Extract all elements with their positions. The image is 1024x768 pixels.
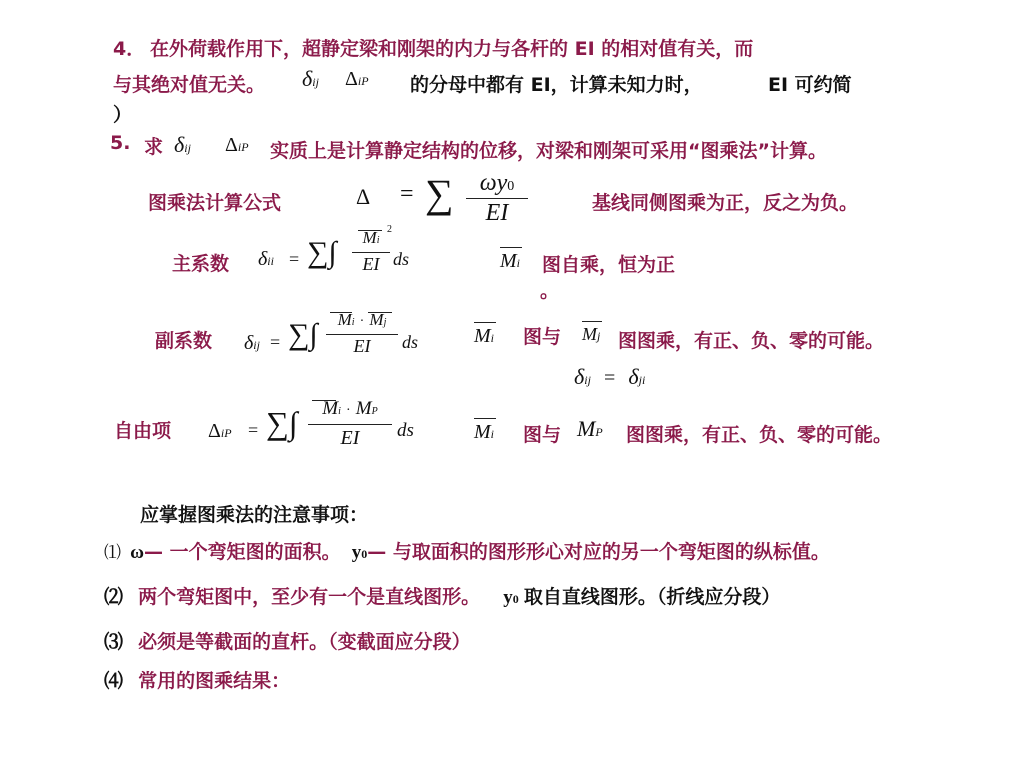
free-term-note-a: 图与 — [523, 424, 562, 446]
main-coef-Mi: Mi — [500, 250, 520, 273]
point4-Delta-iP: ΔiP — [345, 68, 369, 90]
sec-coef-eq: = — [270, 332, 281, 352]
formula-label: 图乘法计算公式 — [148, 192, 282, 214]
sec-coef-delta-ij: δij — [244, 332, 260, 354]
caution-item-2: ⑵ 两个弯矩图中，至少有一个是直线图形。 y0 取自直线图形。（折线应分段） — [104, 586, 781, 608]
formula-sum: ∑ — [425, 171, 454, 216]
free-term-Mi: Mi — [474, 421, 494, 444]
sec-coef-note-b: 图图乘，有正、负、零的可能。 — [618, 330, 885, 352]
caution-item-3: ⑶ 必须是等截面的直杆。（变截面应分段） — [104, 631, 471, 653]
sec-coef-label: 副系数 — [155, 330, 213, 352]
point4-line3: ） — [113, 104, 133, 126]
point4-delta-ij: δij — [302, 66, 319, 91]
free-term-MP: MP — [577, 416, 603, 441]
free-term-eq: = — [248, 420, 259, 440]
formula-Delta: Δ — [356, 184, 371, 209]
reciprocity-equation: δij = δji — [574, 364, 646, 389]
sec-coef-note-a: 图与 — [523, 326, 562, 348]
sec-coef-Mi: Mi — [474, 325, 494, 348]
main-coef-eq: = — [289, 249, 300, 269]
point5-Delta-iP: ΔiP — [225, 134, 249, 156]
sec-coef-ds: ds — [402, 332, 419, 352]
free-term-Delta-iP: ΔiP — [208, 420, 232, 442]
free-term-note-b: 图图乘，有正、负、零的可能。 — [626, 424, 893, 446]
main-coef-delta-ii: δii — [258, 248, 274, 270]
point4-number: 4． — [113, 38, 146, 60]
main-coef-ds: ds — [393, 249, 410, 269]
formula-note: 基线同侧图乘为正，反之为负。 — [592, 192, 859, 214]
free-term-fraction: Mi · MP EI — [308, 398, 392, 451]
point5-qiu: 求 — [144, 136, 164, 158]
point4-line2c: EI 可约简 — [768, 74, 852, 96]
main-coef-dot: 。 — [540, 280, 560, 302]
point5-text: 实质上是计算静定结构的位移，对梁和刚架可采用“图乘法”计算。 — [270, 140, 827, 162]
sec-coef-fraction: Mi · Mj EI — [326, 310, 398, 357]
point4-line2a: 与其绝对值无关。 — [113, 74, 266, 96]
free-term-ds: ds — [397, 420, 414, 441]
point5-number: 5. — [110, 132, 131, 154]
point4-line1: 在外荷载作用下，超静定梁和刚架的内力与各杆的 EI 的相对值有关，而 — [150, 38, 754, 60]
main-coef-label: 主系数 — [172, 253, 230, 275]
formula-eq: = — [400, 181, 414, 207]
formula-fraction: ωy0 EI — [466, 170, 528, 227]
point5-delta-ij: δij — [174, 132, 191, 157]
cautions-heading: 应掌握图乘法的注意事项： — [140, 504, 369, 526]
main-coef-sum-int: ∑∫ — [307, 236, 337, 269]
main-coef-fraction: Mi 2 EI — [352, 228, 390, 275]
free-term-label: 自由项 — [114, 420, 172, 442]
caution-item-4: ⑷ 常用的图乘结果： — [104, 670, 291, 692]
caution-item-1: ⑴ ω— 一个弯矩图的面积。 y0— 与取面积的图形形心对应的另一个弯矩图的纵标值。 — [104, 541, 830, 563]
main-coef-note: 图自乘，恒为正 — [542, 254, 676, 276]
sec-coef-Mj: Mj — [582, 324, 600, 345]
point4-line2b: 的分母中都有 EI，计算未知力时， — [410, 74, 703, 96]
sec-coef-sum-int: ∑∫ — [288, 318, 318, 351]
free-term-sum-int: ∑∫ — [266, 405, 298, 441]
